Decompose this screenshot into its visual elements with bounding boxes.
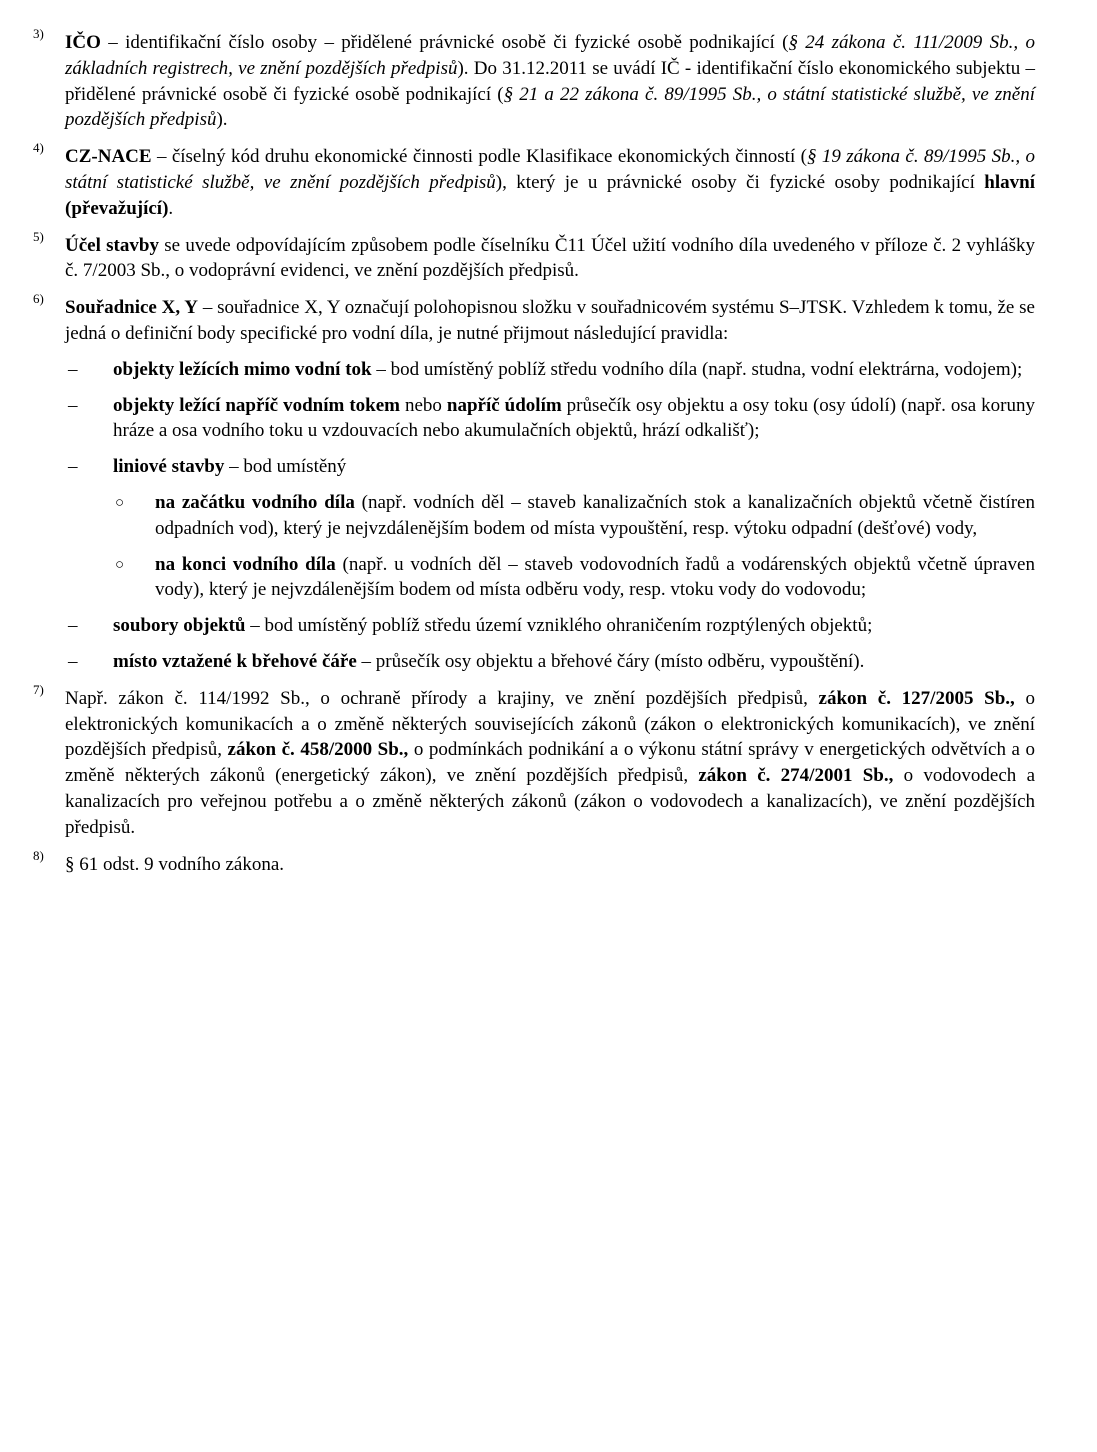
sub-bullet-na-konci-vodniho-dila bbox=[65, 552, 1035, 604]
sub-bullet-text: na začátku vodního díla (např. vodních děl – staveb kanalizačních stok a kanalizačních objektů včetně čistíren odpadních vod), který je nejvzdálenějším bodem od místa vypouštění, resp. výtoku odpadní (dešťové) vody, bbox=[155, 491, 1035, 539]
dash-bullet-marker: – bbox=[68, 650, 78, 672]
dash-bullet-marker: – bbox=[68, 615, 78, 637]
footnote-3 bbox=[33, 26, 1036, 133]
footnote-4-text: CZ-NACE – číselný kód druhu ekonomické činnosti podle Klasifikace ekonomických činností (§ 19 zákona č. 89/1995 Sb., o státní statistické službě, ve znění pozdějších předpisů), který je u právnické osoby či fyzické osoby podnikající hlavní (převažující). bbox=[65, 146, 1035, 219]
footnote-8-marker: 8) bbox=[33, 847, 44, 863]
sub-bullet-text: na konci vodního díla (např. u vodních děl – staveb vodovodních řadů a vodárenských objektů včetně úpraven vody), který je nejvzdálenějším bodem od místa odběru vody, resp. vtoku vody do vodovodu; bbox=[155, 553, 1035, 601]
bullet-text: místo vztažené k břehové čáře – průsečík osy objektu a břehové čáry (místo odběru, vypouštění). bbox=[113, 650, 865, 672]
footnote-5-text: Účel stavby se uvede odpovídajícím způsobem podle číselníku Č11 Účel užití vodního díla uvedeného v příloze č. 2 vyhlášky č. 7/2003 Sb., o vodoprávní evidenci, ve znění pozdějších předpisů. bbox=[65, 234, 1035, 282]
bullet-misto-vztazene-k-brehove-care bbox=[65, 649, 1035, 675]
footnote-6-text: Souřadnice X, Y – souřadnice X, Y označují polohopisnou složku v souřadnicovém systému S–JTSK. Vzhledem k tomu, že se jedná o definiční body specifické pro vodní díla, je nutné přijmout následující pravidla: bbox=[65, 297, 1035, 344]
footnote-6-marker: 6) bbox=[33, 291, 44, 307]
footnote-5-marker: 5) bbox=[33, 228, 44, 244]
bullet-text: liniové stavby – bod umístěný bbox=[113, 456, 347, 478]
bullet-text: objekty ležících mimo vodní tok – bod umístěný poblíž středu vodního díla (např. studna, vodní elektrárna, vodojem); bbox=[113, 358, 1023, 380]
dash-bullet-marker: – bbox=[68, 358, 78, 380]
footnote-5 bbox=[33, 228, 1035, 285]
dash-bullet-marker: – bbox=[68, 394, 78, 416]
footnote-8 bbox=[33, 847, 1035, 878]
footnote-7-marker: 7) bbox=[33, 681, 44, 697]
footnote-3-marker: 3) bbox=[33, 26, 44, 41]
bullet-liniove-stavby bbox=[65, 454, 1035, 480]
footnote-3-text: IČO – identifikační číslo osoby – přidělené právnické osobě či fyzické osobě podnikající (§ 24 zákona č. 111/2009 Sb., o základních registrech, ve znění pozdějších předpisů). Do 31.12.2011 se uvádí IČ - identifikační číslo ekonomického subjektu – přidělené právnické osobě či fyzické osobě podnikající (§ 21 a 22 zákona č. 89/1995 Sb., o státní statistické službě, ve znění pozdějších předpisů). bbox=[65, 32, 1036, 131]
footnote-7-text: Např. zákon č. 114/1992 Sb., o ochraně přírody a krajiny, ve znění pozdějších předpisů, zákon č. 127/2005 Sb., o elektronických komunikacích a o změně některých souvisejících zákonů (zákon o elektronických komunikacích), ve znění pozdějších předpisů, zákon č. 458/2000 Sb., o podmínkách podnikání a o výkonu státní správy v energetických odvětvích a o změně některých zákonů (energetický zákon), ve znění pozdějších předpisů, zákon č. 274/2001 Sb., o vodovodech a kanalizacích pro veřejnou potřebu a o změně některých zákonů (zákon o vodovodech a kanalizacích), ve znění pozdějších předpisů. bbox=[65, 687, 1036, 838]
footnote-4 bbox=[33, 140, 1035, 221]
bullet-text: objekty ležící napříč vodním tokem nebo napříč údolím průsečík osy objektu a osy toku (osy údolí) (např. osa koruny hráze a osa vodního toku u vzdouvacích nebo akumulačních objektů, hrází odkališť); bbox=[113, 394, 1035, 442]
bullet-objekty-napric-tokem bbox=[65, 393, 1035, 445]
sub-bullet-na-zacatku-vodniho-dila bbox=[65, 490, 1035, 542]
dash-bullet-marker: – bbox=[68, 456, 78, 478]
circle-bullet-marker: ○ bbox=[115, 494, 125, 511]
circle-bullet-marker: ○ bbox=[115, 556, 125, 573]
footnote-4-marker: 4) bbox=[33, 140, 44, 156]
footnote-8-text: § 61 odst. 9 vodního zákona. bbox=[65, 853, 285, 875]
footnote-7 bbox=[33, 681, 1036, 841]
footnote-6 bbox=[33, 291, 1035, 675]
bullet-soubory-objektu bbox=[65, 613, 1035, 639]
bullet-text: soubory objektů – bod umístěný poblíž středu území vzniklého ohraničením rozptýlených objektů; bbox=[113, 615, 873, 637]
bullet-objekty-mimo-vodni-tok bbox=[65, 357, 1035, 383]
